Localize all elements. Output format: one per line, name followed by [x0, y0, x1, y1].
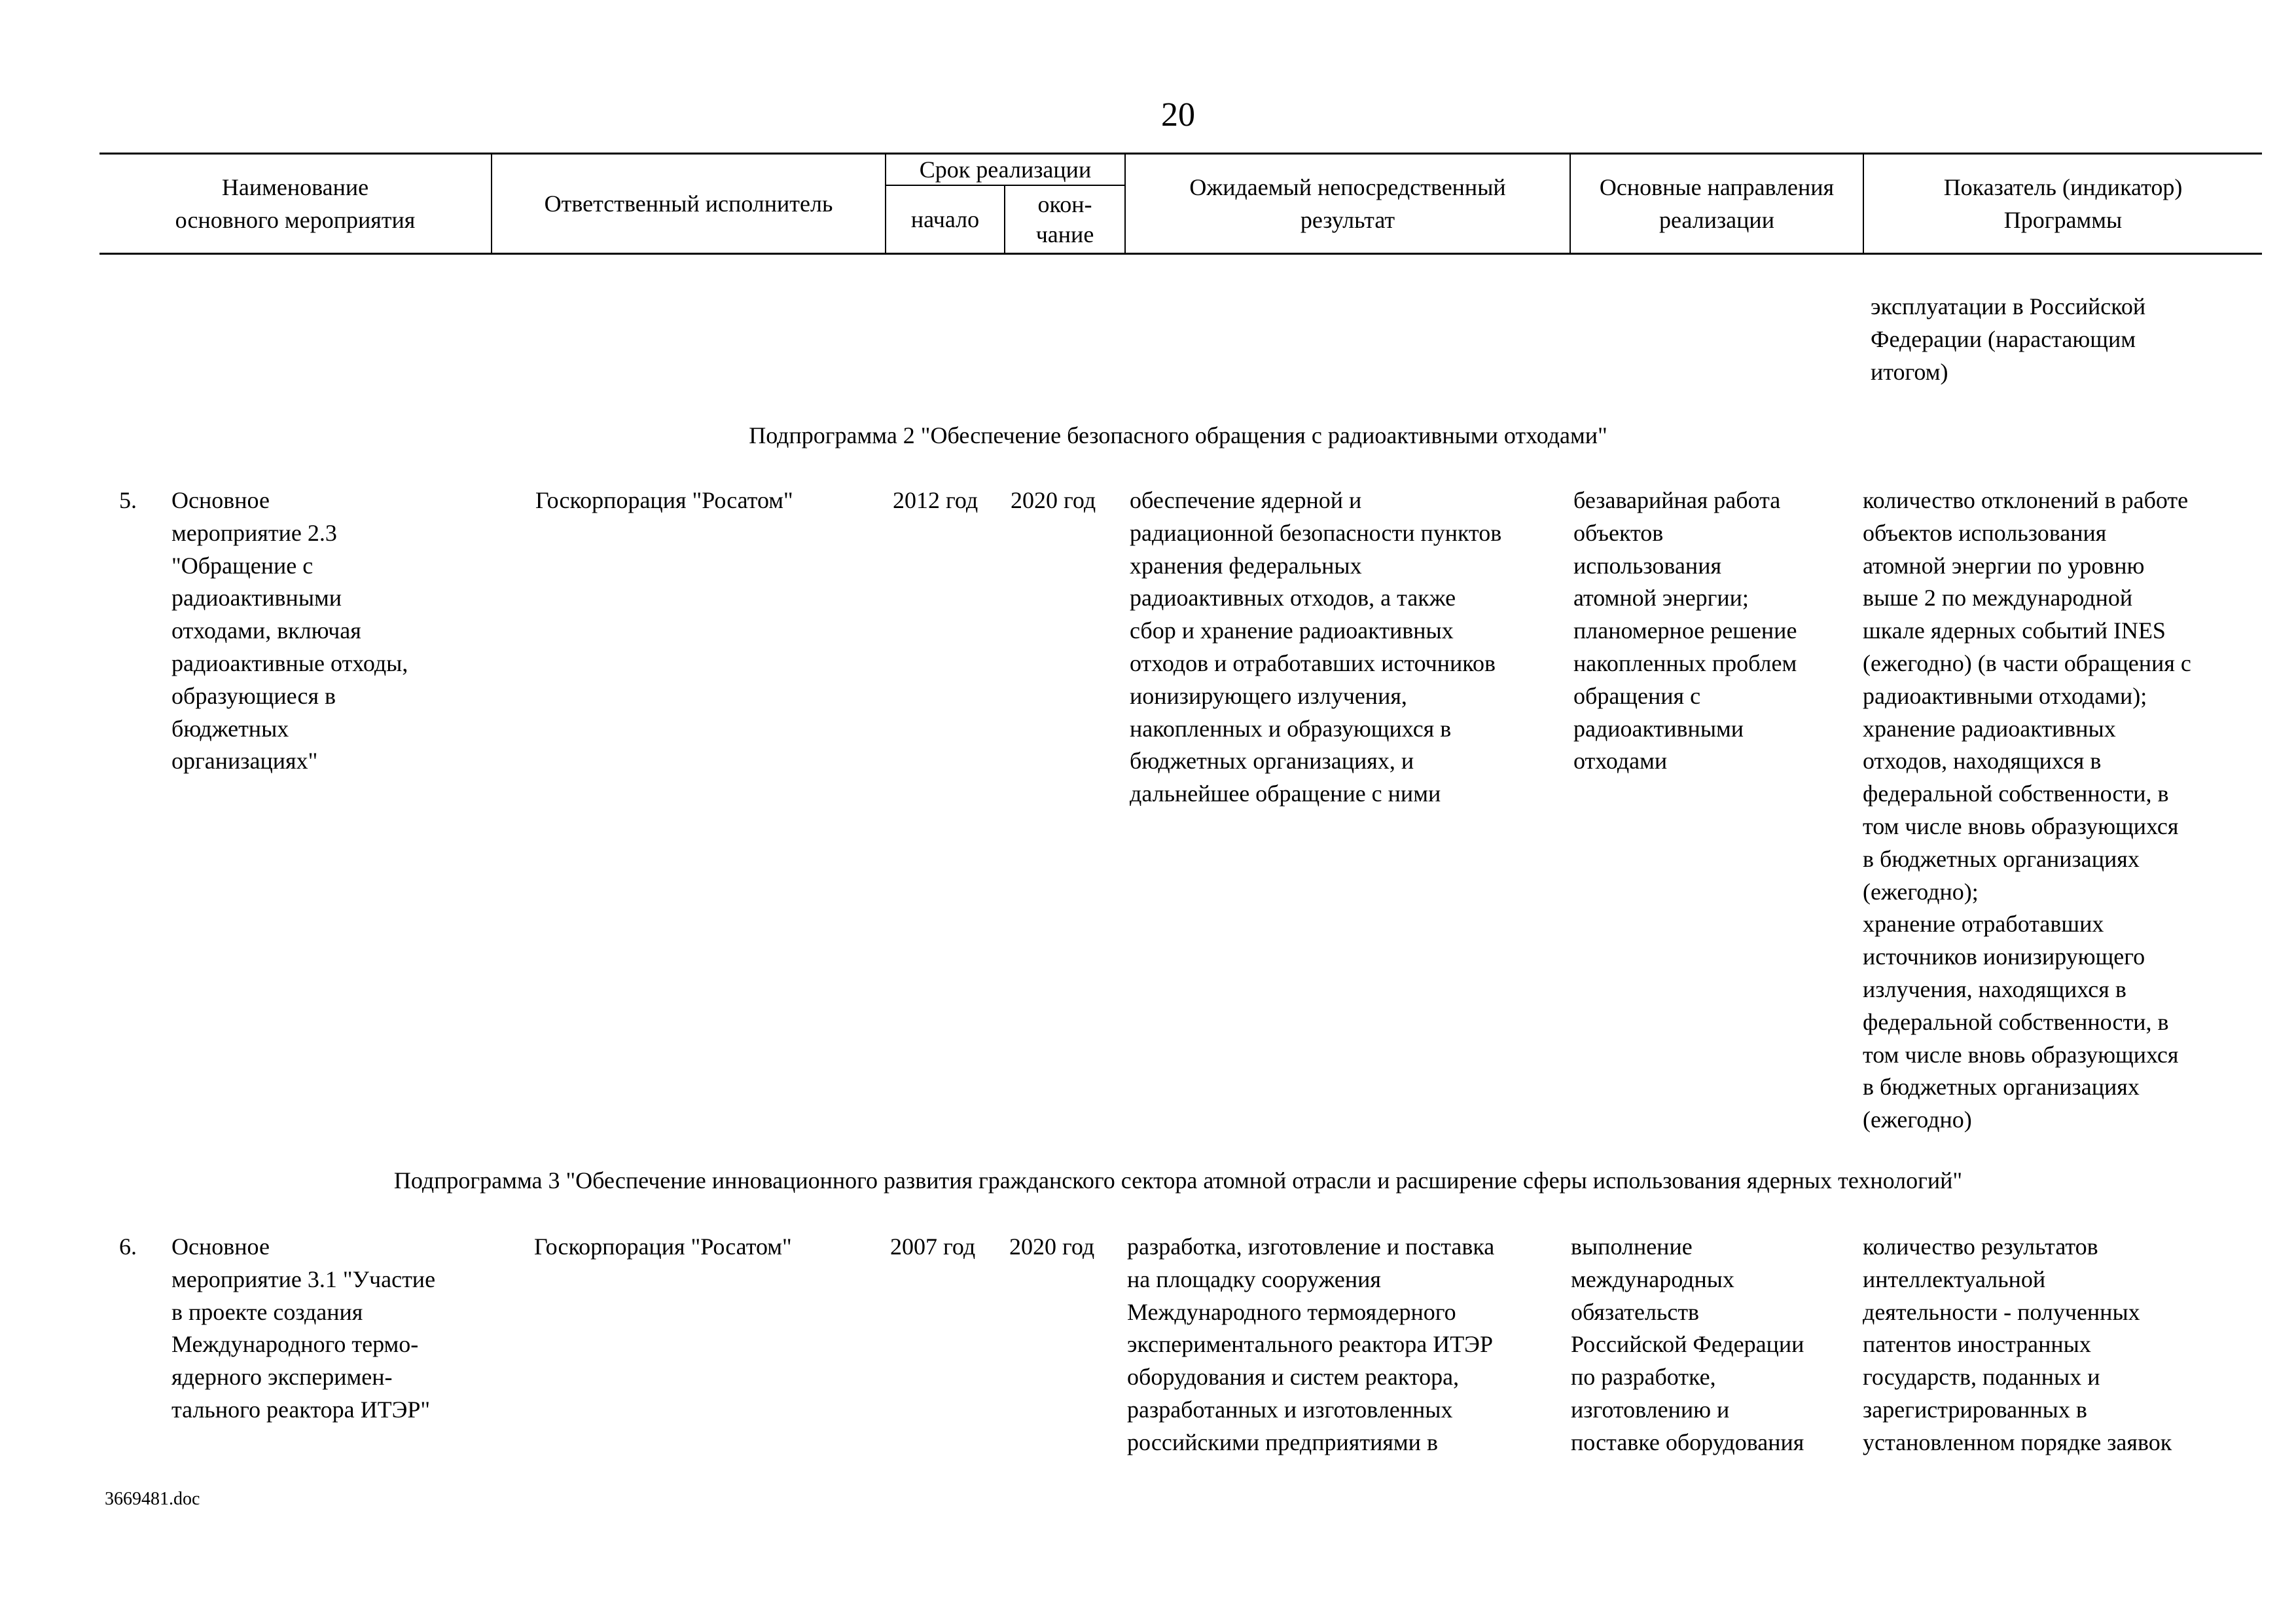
header-directions-label: Основные направления реализации [1599, 174, 1835, 233]
row-6-number: 6. [119, 1233, 137, 1260]
header-name-label: Наименование основного мероприятия [175, 174, 416, 233]
row-5-directions: безаварийная работа объектов использования атомной энергии; планомерное решение накопленных проблем обращения с радиоактивными отходами [1573, 487, 1797, 775]
row-5-number: 5. [119, 487, 137, 513]
continuation-indicator: эксплуатации в Российской Федерации (нарастающим итогом) [1871, 293, 2146, 385]
row-5-result: обеспечение ядерной и радиационной безопасности пунктов хранения федеральных радиоактивных отходов, а также сбор и хранение радиоактивных отходов и отработавших источников ионизирующего излучения, накопленных и образующихся в бюджетных организациях, и дальнейшее обращение с ними [1130, 487, 1502, 807]
row-5-name: Основное мероприятие 2.3 "Обращение с радиоактивными отходами, включая радиоактивные отходы, образующиеся в бюджетных организациях" [171, 487, 408, 775]
row-6-end: 2020 год [1009, 1233, 1095, 1260]
row-6-result: разработка, изготовление и поставка на площадку сооружения Международного термоядерного экспериментального реактора ИТЭР оборудования и систем реактора, разработанных и изготовленных российскими предприятиями в [1127, 1233, 1495, 1455]
header-start-label: начало [910, 206, 980, 232]
header-executor-label: Ответственный исполнитель [544, 191, 833, 217]
header-end [1005, 186, 1124, 253]
header-start [886, 186, 1004, 253]
row-5-start: 2012 год [893, 487, 978, 513]
row-6-executor: Госкорпорация "Росатом" [534, 1233, 792, 1260]
header-indicator [1864, 155, 2262, 253]
header-result [1126, 155, 1570, 253]
header-term-label: Срок реализации [919, 156, 1092, 183]
row-5-executor: Госкорпорация "Росатом" [535, 487, 793, 513]
header-bottom-rule [99, 253, 2262, 255]
header-indicator-label: Показатель (индикатор) Программы [1943, 174, 2183, 233]
row-6-indicator: количество результатов интеллектуальной деятельности - полученных патентов иностранных государств, поданных и зарегистрированных в установленном порядке заявок [1863, 1233, 2172, 1455]
page-number: 20 [1161, 96, 1195, 134]
row-5-end: 2020 год [1011, 487, 1096, 513]
header-executor [492, 155, 885, 253]
header-directions [1571, 155, 1863, 253]
subprogram-3-title: Подпрограмма 3 "Обеспечение инновационного развития гражданского сектора атомной отрасли и расширение сферы использования ядерных технологий" [393, 1167, 1963, 1194]
row-6-start: 2007 год [890, 1233, 976, 1260]
row-5-indicator: количество отклонений в работе объектов использования атомной энергии по уровню выше 2 по международной шкале ядерных событий INES (ежегодно) (в части обращения с радиоактивными отходами); хранение радиоактивных отходов, находящихся в федеральной собственности, в том числе вновь образующихся в бюджетных организациях (ежегодно); хранение отработавших источников ионизирующего излучения, находящихся в федеральной собственности, в том числе вновь образующихся в бюджетных организациях (ежегодно) [1863, 487, 2191, 1133]
row-6-name: Основное мероприятие 3.1 "Участие в проекте создания Международного термо- ядерного эксперимен- тального реактора ИТЭР" [171, 1233, 436, 1423]
header-name [99, 155, 491, 253]
header-end-label: окон- чание [1035, 191, 1094, 247]
subprogram-2-title: Подпрограмма 2 "Обеспечение безопасного обращения с радиоактивными отходами" [749, 422, 1607, 448]
row-6-directions: выполнение международных обязательств Российской Федерации по разработке, изготовлению и поставке оборудования [1571, 1233, 1804, 1455]
header-result-label: Ожидаемый непосредственный результат [1189, 174, 1506, 233]
header-term [886, 155, 1124, 185]
document-id: 3669481.doc [105, 1489, 200, 1509]
